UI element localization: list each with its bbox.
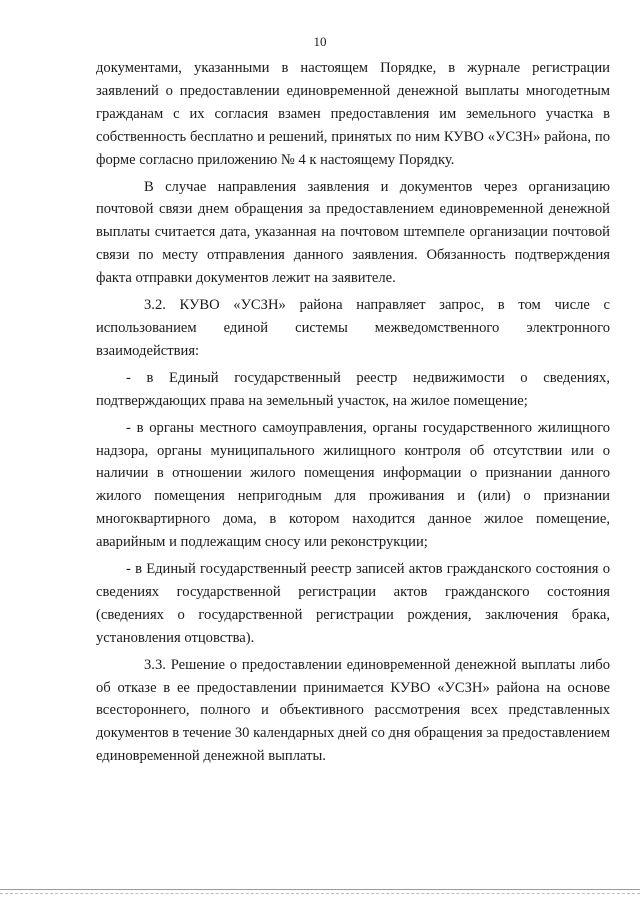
document-body <box>96 57 610 768</box>
paragraph-3-2: 3.2. КУВО «УСЗН» района направляет запрос, в том числе с использованием единой системы межведомственного электронного взаимодействия: <box>96 297 610 359</box>
list-item-civil-registry: - в Единый государственный реестр записей актов гражданского состояния о сведениях государственной регистрации актов гражданского состояния (сведениях о государственной регистрации рождения, заключения брака, установления отцовства). <box>96 561 610 646</box>
paragraph-continuation: документами, указанными в настоящем Порядке, в журнале регистрации заявлений о предоставлении единовременной денежной выплаты многодетным гражданам с их согласия взамен предоставления им земельного участка в собственность бесплатно и решений, принятых по ним КУВО «УСЗН» района, по форме согласно приложению № 4 к настоящему Порядку. <box>96 60 610 168</box>
footer-rule <box>0 889 640 890</box>
list-item-local-authorities: - в органы местного самоуправления, органы государственного жилищного надзора, органы муниципального жилищного контроля об отсутствии или о наличии в отношении жилого помещения информации о признании данного жилого помещения непригодным для проживания и (или) о признании многоквартирного дома, в котором находится данное жилое помещение, аварийным и подлежащим сносу или реконструкции; <box>96 419 610 551</box>
footer-rule-secondary <box>0 893 640 894</box>
paragraph-postal: В случае направления заявления и документов через организацию почтовой связи днем обращения за предоставлением единовременной денежной выплаты считается дата, указанная на почтовом штемпеле организации почтовой связи по месту отправления данного заявления. Обязанность подтверждения факта отправки документов лежит на заявителе. <box>96 178 610 287</box>
page-number: 10 <box>313 34 327 49</box>
list-item-registry: - в Единый государственный реестр недвижимости о сведениях, подтверждающих права на земельный участок, на жилое помещение; <box>96 369 610 409</box>
paragraph-3-3: 3.3. Решение о предоставлении единовременной денежной выплаты либо об отказе в ее предоставлении принимается КУВО «УСЗН» района на основе всестороннего, полного и объективного рассмотрения всех представленных документов в течение 30 календарных дней со дня обращения за предоставлением единовременной денежной выплаты. <box>96 656 610 765</box>
